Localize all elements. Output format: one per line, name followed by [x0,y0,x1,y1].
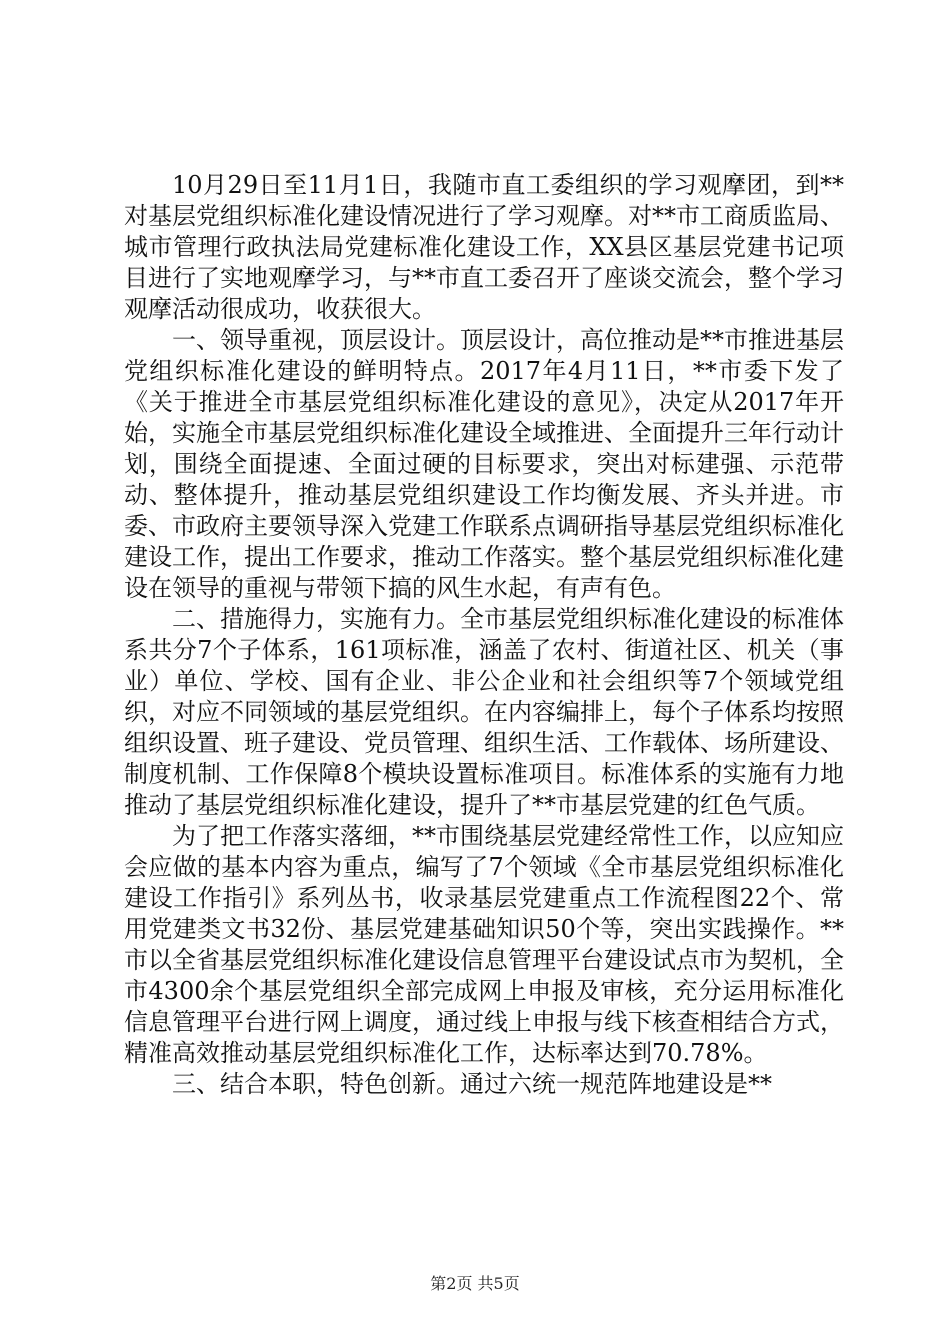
document-body [124,170,844,1100]
paragraph-section-2-detail: 为了把工作落实落细，**市围绕基层党建经常性工作，以应知应会应做的基本内容为重点，编写了7个领域《全市基层党组织标准化建设工作指引》系列丛书，收录基层党建重点工作流程图22个、常用党建类文书32份、基层党建基础知识50个等，突出实践操作。**市以全省基层党组织标准化建设信息管理平台建设试点市为契机，全市4300余个基层党组织全部完成网上申报及审核，充分运用标准化信息管理平台进行网上调度，通过线上申报与线下核查相结合方式，精准高效推动基层党组织标准化工作，达标率达到70.78%。 [124,822,844,1067]
paragraph-section-2: 二、措施得力，实施有力。全市基层党组织标准化建设的标准体系共分7个子体系，161项标准，涵盖了农村、街道社区、机关（事业）单位、学校、国有企业、非公企业和社会组织等7个领域党组织，对应不同领域的基层党组织。在内容编排上，每个子体系均按照组织设置、班子建设、党员管理、组织生活、工作载体、场所建设、制度机制、工作保障8个模块设置标准项目。标准体系的实施有力地推动了基层党组织标准化建设，提升了**市基层党建的红色气质。 [124,605,844,819]
page-number-footer: 第2页 共5页 [430,1274,520,1293]
paragraph-intro: 10月29日至11月1日，我随市直工委组织的学习观摩团，到**对基层党组织标准化建设情况进行了学习观摩。对**市工商质监局、城市管理行政执法局党建标准化建设工作，XX县区基层党建书记项目进行了实地观摩学习，与**市直工委召开了座谈交流会，整个学习观摩活动很成功，收获很大。 [124,171,844,323]
paragraph-section-1: 一、领导重视，顶层设计。顶层设计，高位推动是**市推进基层党组织标准化建设的鲜明特点。2017年4月11日，**市委下发了《关于推进全市基层党组织标准化建设的意见》，决定从2017年开始，实施全市基层党组织标准化建设全域推进、全面提升三年行动计划，围绕全面提速、全面过硬的目标要求，突出对标建强、示范带动、整体提升，推动基层党组织建设工作均衡发展、齐头并进。市委、市政府主要领导深入党建工作联系点调研指导基层党组织标准化建设工作，提出工作要求，推动工作落实。整个基层党组织标准化建设在领导的重视与带领下搞的风生水起，有声有色。 [124,326,844,602]
paragraph-section-3: 三、结合本职，特色创新。通过六统一规范阵地建设是** [172,1070,772,1098]
